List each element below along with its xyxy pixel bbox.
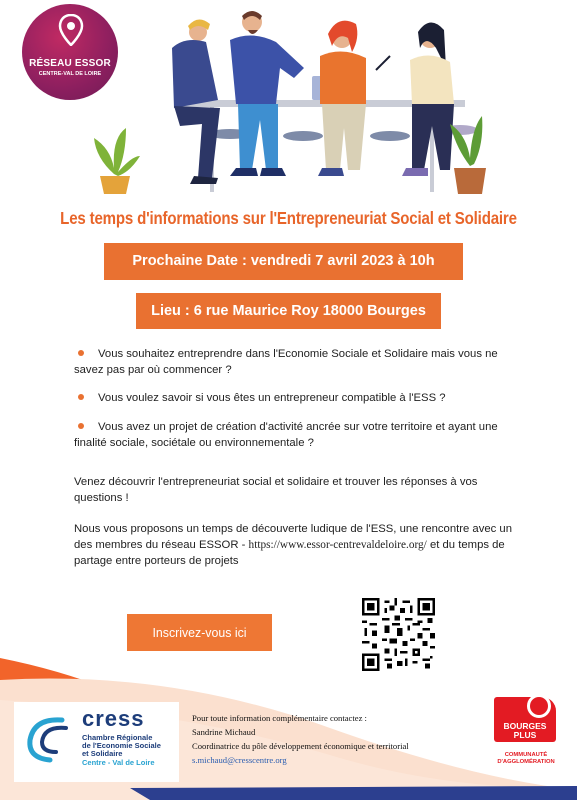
bullet-text: Vous souhaitez entreprendre dans l'Economie Sociale et Solidaire mais vous ne savez pas par où commencer ? xyxy=(74,348,498,376)
bullet-item xyxy=(74,419,514,451)
bourges-plus-name xyxy=(494,722,556,740)
essor-website-link[interactable]: https://www.essor-centrevaldeloire.org/ xyxy=(248,539,427,551)
team-meeting-illustration xyxy=(90,8,490,198)
contact-name: Sandrine Michaud xyxy=(192,727,256,737)
bourges-sub-line-1: COMMUNAUTÉ xyxy=(504,752,548,758)
bullet-dot-icon xyxy=(78,350,84,356)
bullet-text: Vous voulez savoir si vous êtes un entrepreneur compatible à l'ESS ? xyxy=(98,392,446,404)
propose-paragraph xyxy=(74,521,514,569)
propose-text-start: Nous vous proposons un temps de découverte ludique de l'ESS, une rencontre avec un des membres du réseau ESSOR - xyxy=(74,523,512,551)
logo-name: RÉSEAU ESSOR xyxy=(29,58,111,69)
register-button-label: Inscrivez-vous ici xyxy=(152,625,247,640)
cress-line-2: de l'Economie Sociale xyxy=(82,741,161,750)
cress-line-4: Centre - Val de Loire xyxy=(82,758,155,767)
bourges-ring-icon xyxy=(527,694,551,718)
location-banner: Lieu : 6 rue Maurice Roy 18000 Bourges xyxy=(136,293,441,329)
bourges-name-line-2: PLUS xyxy=(513,730,537,740)
next-date-banner: Prochaine Date : vendredi 7 avril 2023 à 10h xyxy=(104,243,463,280)
contact-email-link[interactable]: s.michaud@cresscentre.org xyxy=(192,755,287,765)
logo-subtitle: CENTRE-VAL DE LOIRE xyxy=(38,71,102,77)
cress-line-1: Chambre Régionale xyxy=(82,733,153,742)
cress-logo xyxy=(14,702,179,782)
bullet-dot-icon xyxy=(78,394,84,400)
page-title: Les temps d'informations sur l'Entrepreneuriat Social et Solidaire xyxy=(60,208,517,228)
discover-paragraph: Venez découvrir l'entrepreneuriat social et solidaire et trouver les réponses à vos questions ! xyxy=(74,476,478,504)
bourges-name-line-1: BOURGES xyxy=(503,721,547,731)
bullet-item xyxy=(74,390,514,406)
cress-swirl-icon xyxy=(22,712,77,767)
bullet-item xyxy=(74,346,514,378)
cress-wordmark: cress xyxy=(82,706,145,731)
bourges-sub-line-2: D'AGGLOMÉRATION xyxy=(497,759,555,765)
propose-text-end: et du temps de partage entre porteurs de projets xyxy=(74,539,505,567)
bullet-text: Vous avez un projet de création d'activité ancrée sur votre territoire et ayant une finalité sociale, sociétale ou environnementale ? xyxy=(74,421,498,449)
cress-line-3: et Solidaire xyxy=(82,749,123,758)
contact-intro: Pour toute information complémentaire contactez : xyxy=(192,713,367,723)
bourges-plus-subtitle xyxy=(486,752,566,766)
contact-role: Coordinatrice du pôle développement économique et territorial xyxy=(192,741,409,751)
location-pin-icon xyxy=(58,14,84,46)
bullet-dot-icon xyxy=(78,423,84,429)
